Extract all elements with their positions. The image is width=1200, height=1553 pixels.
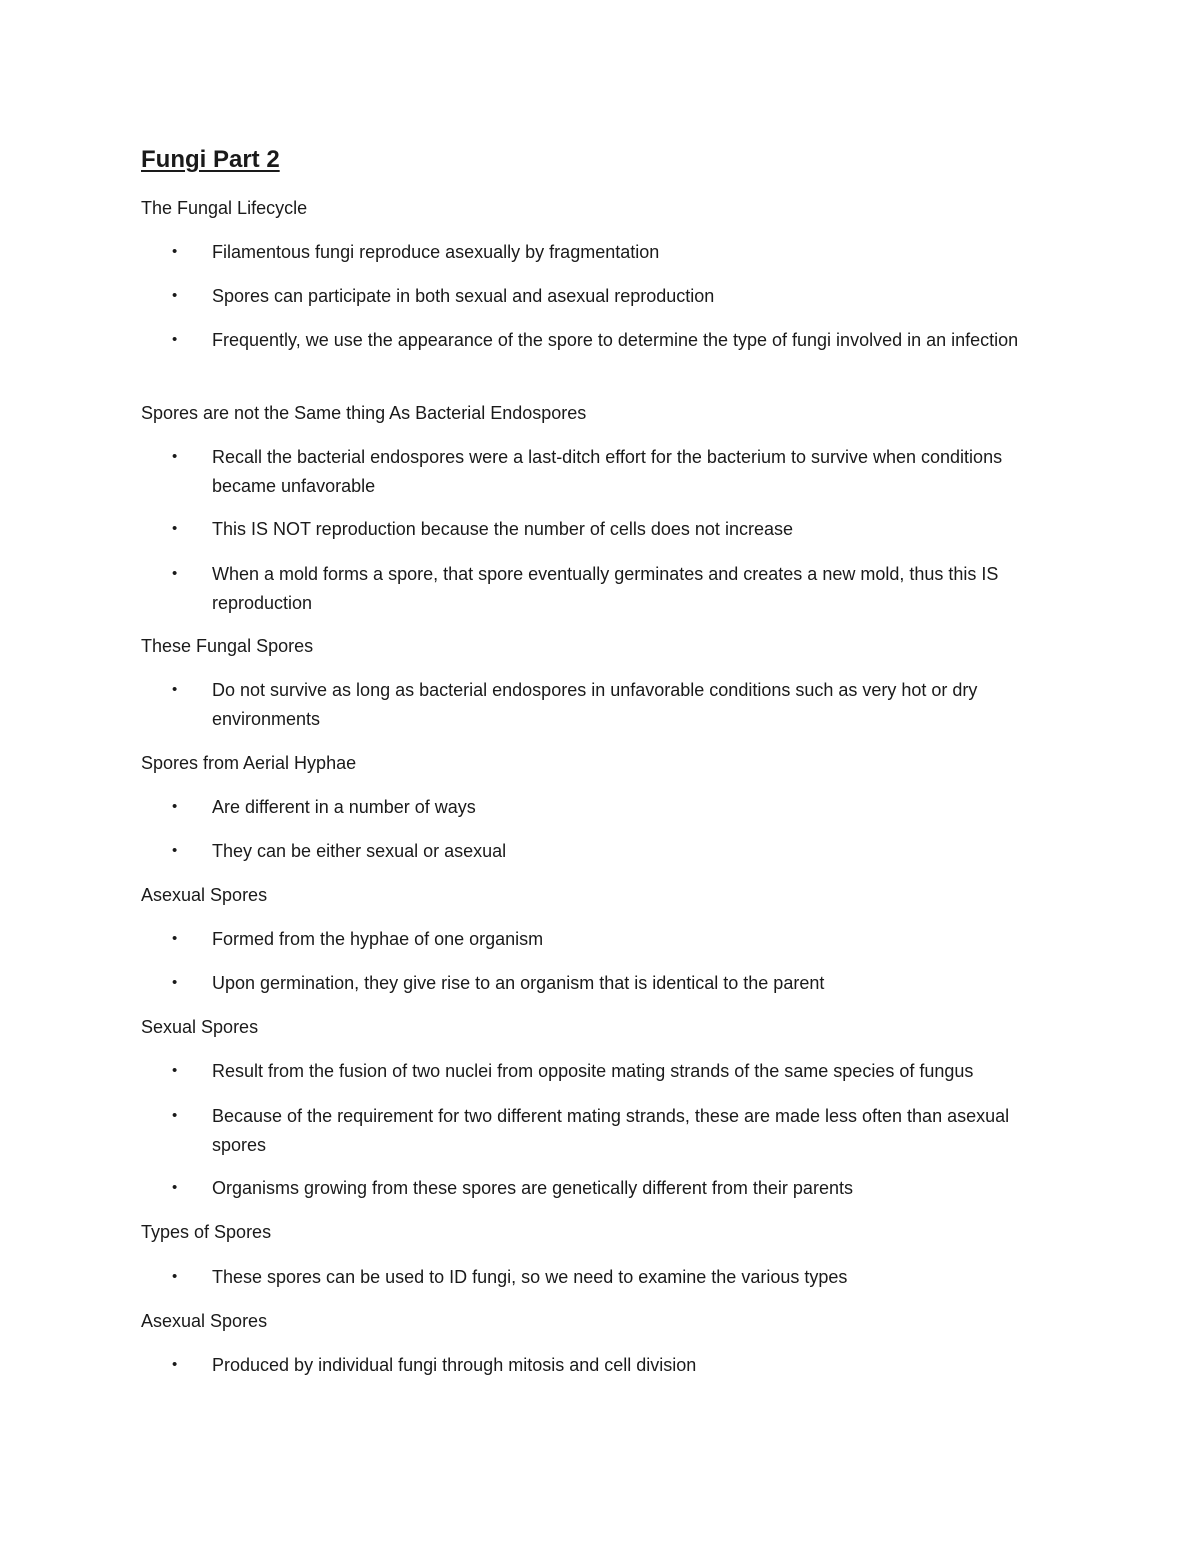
bullet-icon: • [172, 331, 178, 348]
section-heading: The Fungal Lifecycle [141, 198, 308, 218]
bullet-icon: • [172, 798, 178, 815]
section-heading: Sexual Spores [141, 1017, 259, 1037]
section-heading: Asexual Spores [141, 1311, 268, 1331]
section-heading: Spores from Aerial Hyphae [141, 753, 357, 773]
list-item [172, 443, 1052, 500]
bullet-icon: • [172, 1179, 178, 1196]
list-item-text: Recall the bacterial endospores were a last-ditch effort for the bacterium to survive when conditions became unfavorable [212, 447, 1003, 496]
bullet-icon: • [172, 842, 178, 859]
list-item [172, 925, 1052, 954]
bullet-icon: • [172, 520, 178, 537]
list-item-text: Formed from the hyphae of one organism [212, 929, 544, 949]
list-item-text: Are different in a number of ways [212, 797, 476, 817]
bullet-icon: • [172, 681, 178, 698]
list-item-text: Frequently, we use the appearance of the spore to determine the type of fungi involved in an infection [212, 330, 1019, 350]
bullet-icon: • [172, 1107, 178, 1124]
section-heading: These Fungal Spores [141, 636, 314, 656]
list-item-text: These spores can be used to ID fungi, so we need to examine the various types [212, 1267, 848, 1287]
bullet-icon: • [172, 1356, 178, 1373]
list-item-text: Do not survive as long as bacterial endospores in unfavorable conditions such as very hot or dry environments [212, 680, 978, 729]
list-item-text: Filamentous fungi reproduce asexually by fragmentation [212, 242, 660, 262]
list-item [172, 793, 1052, 822]
bullet-icon: • [172, 930, 178, 947]
list-item [172, 326, 1052, 355]
page-title: Fungi Part 2 [141, 146, 280, 173]
section-heading: Types of Spores [141, 1222, 272, 1242]
bullet-icon: • [172, 287, 178, 304]
list-item-text: Because of the requirement for two different mating strands, these are made less often than asexual spores [212, 1106, 1010, 1155]
list-item [172, 560, 1052, 617]
list-item-text: Result from the fusion of two nuclei from opposite mating strands of the same species of fungus [212, 1061, 974, 1081]
list-item [172, 837, 1052, 866]
list-item [172, 515, 1052, 544]
list-item [172, 1174, 1052, 1203]
bullet-icon: • [172, 974, 178, 991]
section-heading: Spores are not the Same thing As Bacterial Endospores [141, 403, 587, 423]
list-item-text: Produced by individual fungi through mitosis and cell division [212, 1355, 697, 1375]
list-item [172, 969, 1052, 998]
list-item [172, 1057, 1052, 1086]
bullet-icon: • [172, 565, 178, 582]
list-item [172, 1351, 1052, 1380]
list-item [172, 1263, 1052, 1292]
list-item [172, 1102, 1052, 1159]
bullet-icon: • [172, 1268, 178, 1285]
list-item [172, 238, 1052, 267]
list-item-text: Spores can participate in both sexual and asexual reproduction [212, 286, 715, 306]
bullet-icon: • [172, 448, 178, 465]
list-item-text: Upon germination, they give rise to an organism that is identical to the parent [212, 973, 825, 993]
list-item-text: Organisms growing from these spores are genetically different from their parents [212, 1178, 853, 1198]
list-item [172, 282, 1052, 311]
list-item [172, 676, 1052, 733]
list-item-text: This IS NOT reproduction because the number of cells does not increase [212, 519, 793, 539]
list-item-text: When a mold forms a spore, that spore eventually germinates and creates a new mold, thus this IS reproduction [212, 564, 999, 613]
list-item-text: They can be either sexual or asexual [212, 841, 507, 861]
bullet-icon: • [172, 1062, 178, 1079]
bullet-icon: • [172, 243, 178, 260]
section-heading: Asexual Spores [141, 885, 268, 905]
